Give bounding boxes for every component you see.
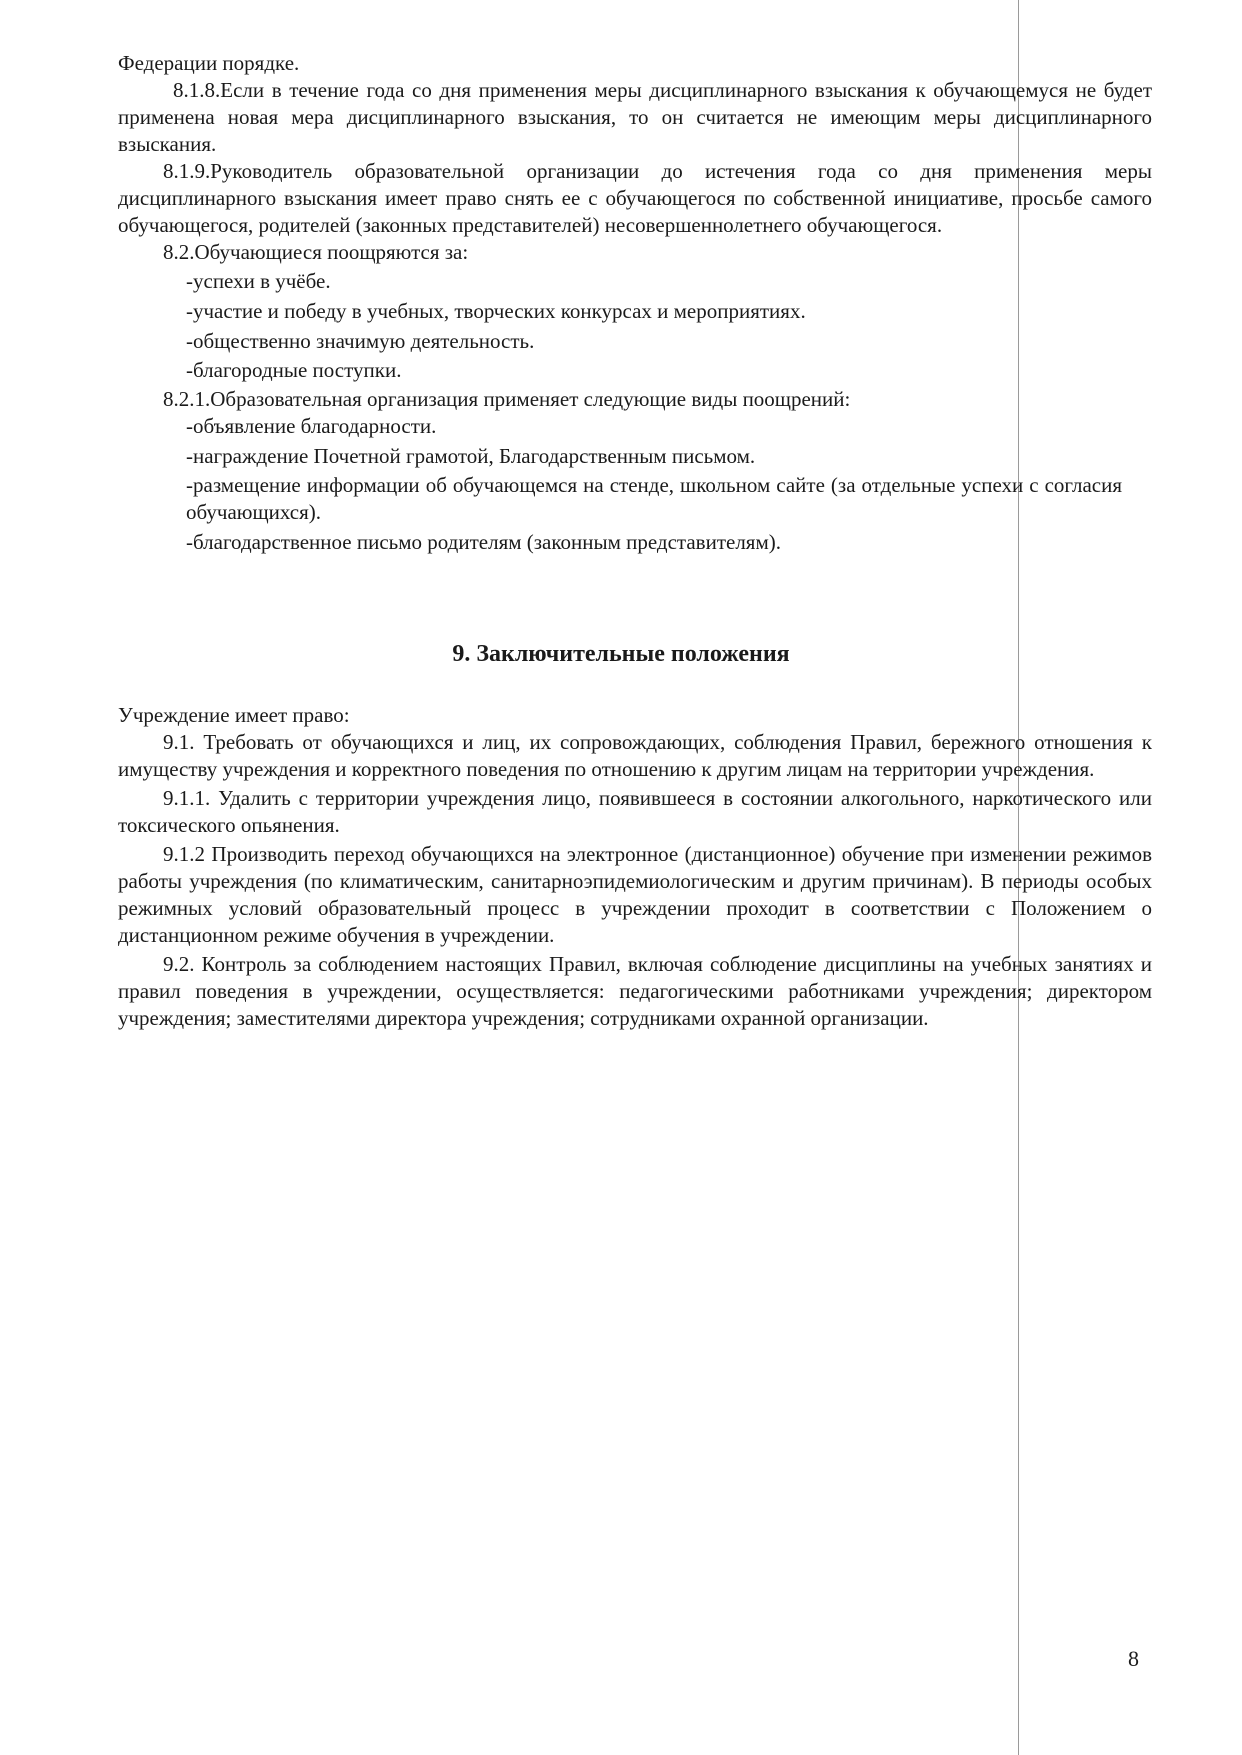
paragraph-9-1-1: 9.1.1. Удалить с территории учреждения лицо, появившееся в состоянии алкогольного, наркотического или токсического опьянения. — [118, 786, 1152, 837]
paragraph-8-1-9: 8.1.9.Руководитель образовательной организации до истечения года со дня применения меры дисциплинарного взыскания имеет право снять ее с обучающегося по собственной инициативе, просьбе самого обучающегося, родителей (законных представителей) несовершеннолетнего обучающегося. — [118, 159, 1152, 237]
list-item: -успехи в учёбе. — [186, 269, 331, 293]
list-item: -благородные поступки. — [186, 358, 402, 382]
list-item: -благодарственное письмо родителям (законным представителям). — [186, 530, 782, 554]
paragraph-8-1-8: 8.1.8.Если в течение года со дня применения меры дисциплинарного взыскания к обучающемуся не будет применена новая мера дисциплинарного взыскания, то он считается не имеющим меры дисциплинарного взыскания. — [118, 78, 1152, 156]
section-intro: Учреждение имеет право: — [118, 703, 350, 727]
section-8-continuation — [118, 50, 1152, 556]
encouraged-for-list — [118, 268, 1152, 384]
page-number: 8 — [1128, 1646, 1139, 1671]
list-item: -награждение Почетной грамотой, Благодарственным письмом. — [186, 444, 756, 468]
paragraph-federation-order: Федерации порядке. — [118, 51, 300, 75]
paragraph-9-1: 9.1. Требовать от обучающихся и лиц, их сопровождающих, соблюдения Правил, бережного отношения к имуществу учреждения и корректного поведения по отношению к другим лицам на территории учреждения. — [118, 730, 1152, 781]
list-item: -участие и победу в учебных, творческих конкурсах и мероприятиях. — [186, 299, 806, 323]
section-title: 9. Заключительные положения — [452, 641, 790, 667]
section-9-body — [118, 702, 1152, 1032]
paragraph-9-1-2: 9.1.2 Производить переход обучающихся на электронное (дистанционное) обучение при изменении режимов работы учреждения (по климатическим, санитарноэпидемиологическим и другим причинам). В периоды особых режимных условий образовательный процесс в учреждении проходит в соответствии с Положением о дистанционном режиме обучения в учреждении. — [118, 842, 1152, 947]
list-item: -общественно значимую деятельность. — [186, 329, 535, 353]
paragraph-8-2-1: 8.2.1.Образовательная организация применяет следующие виды поощрений: — [163, 387, 851, 411]
paragraph-9-2: 9.2. Контроль за соблюдением настоящих Правил, включая соблюдение дисциплины на учебных занятиях и правил поведения в учреждении, осуществляется: педагогическими работниками учреждения; директором учреждения; заместителями директора учреждения; сотрудниками охранной организации. — [118, 952, 1152, 1030]
list-item: -размещение информации об обучающемся на стенде, школьном сайте (за отдельные успехи с согласия обучающихся). — [186, 473, 1122, 524]
rewards-list — [118, 413, 1152, 556]
list-item: -объявление благодарности. — [186, 414, 437, 438]
paragraph-8-2: 8.2.Обучающиеся поощряются за: — [163, 240, 469, 264]
